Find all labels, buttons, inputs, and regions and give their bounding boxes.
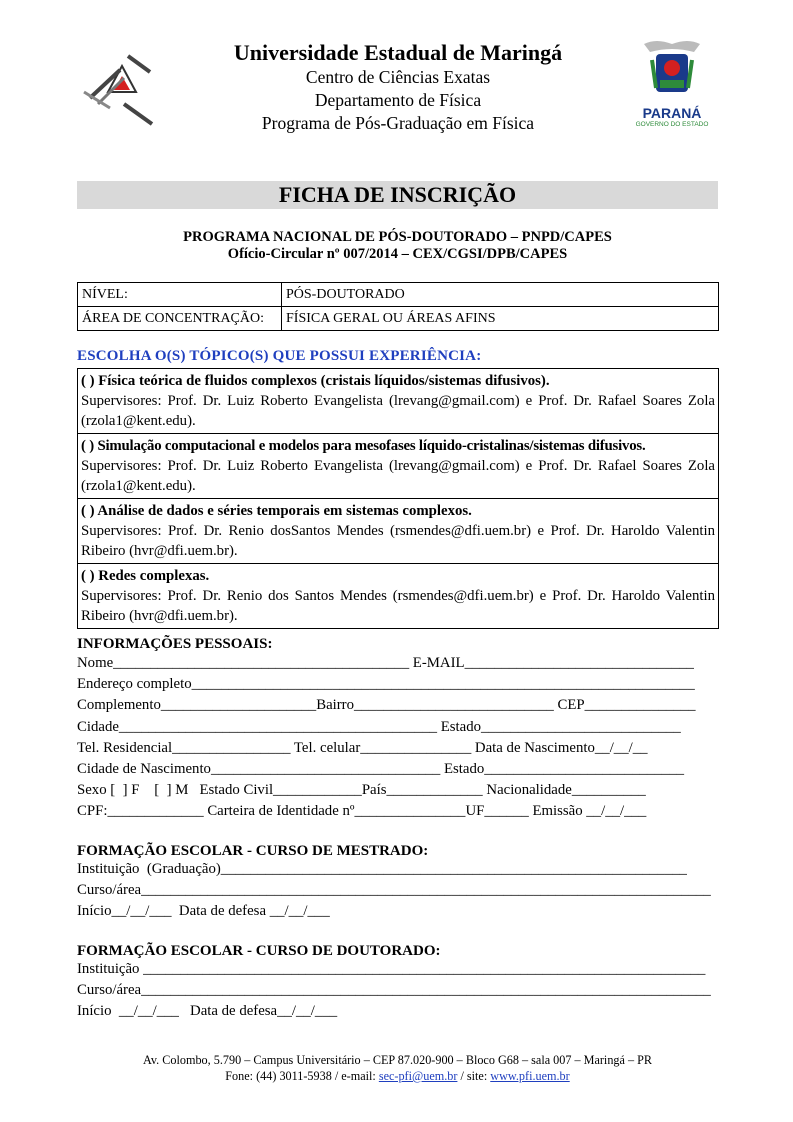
parana-logo-subtext: GOVERNO DO ESTADO — [635, 121, 709, 128]
cpf-id-field[interactable]: CPF:_____________ Carteira de Identidade nº_______________UF______ Emissão __/__/___ — [77, 803, 647, 819]
birthplace-field[interactable]: Cidade de Nascimento_______________________________ Estado___________________________ — [77, 761, 685, 777]
masters-course-field[interactable]: Curso/área_____________________________________________________________________________ — [77, 882, 711, 898]
topic-item — [78, 433, 718, 498]
topics-box — [77, 368, 719, 629]
level-value: PÓS-DOUTORADO — [282, 283, 719, 307]
level-table — [77, 282, 719, 331]
footer-email-link[interactable]: sec-pfi@uem.br — [378, 1069, 458, 1083]
table-row — [78, 307, 719, 331]
sex-civil-status-field[interactable]: Sexo [ ] F [ ] M Estado Civil____________País_____________ Nacionalidade__________ — [77, 782, 646, 798]
topics-heading: ESCOLHA O(S) TÓPICO(S) QUE POSSUI EXPERIÊNCIA: — [77, 348, 482, 364]
topic-supervisors: Supervisores: Prof. Dr. Renio dosSantos Mendes (rsmendes@dfi.uem.br) e Prof. Dr. Haroldo Valentin Ribeiro (hvr@dfi.uem.br). — [81, 523, 715, 559]
area-value: FÍSICA GERAL OU ÁREAS AFINS — [282, 307, 719, 331]
complement-bairro-cep-field[interactable]: Complemento_____________________Bairro___________________________ CEP_______________ — [77, 697, 696, 713]
doctorate-dates-field[interactable]: Início __/__/___ Data de defesa__/__/___ — [77, 1003, 338, 1019]
level-label: NÍVEL: — [78, 283, 282, 307]
area-label: ÁREA DE CONCENTRAÇÃO: — [78, 307, 282, 331]
masters-dates-field[interactable]: Início__/__/___ Data de defesa __/__/___ — [77, 903, 330, 919]
program-name: Programa de Pós-Graduação em Física — [261, 113, 535, 133]
program-line-1: PROGRAMA NACIONAL DE PÓS-DOUTORADO – PNPD/CAPES — [183, 229, 612, 245]
masters-heading: FORMAÇÃO ESCOLAR - CURSO DE MESTRADO: — [77, 843, 429, 859]
table-row — [78, 283, 719, 307]
university-name: Universidade Estadual de Maringá — [233, 40, 563, 65]
topic-checkbox-title[interactable]: ( ) Física teórica de fluidos complexos (cristais líquidos/sistemas difusivos). — [81, 373, 550, 389]
topic-item — [78, 498, 718, 563]
center-name: Centro de Ciências Exatas — [305, 67, 491, 87]
topic-item — [78, 563, 718, 628]
footer-phone: Fone: (44) 3011-5938 / e-mail: — [225, 1069, 379, 1083]
doctorate-course-field[interactable]: Curso/área_____________________________________________________________________________ — [77, 982, 711, 998]
parana-logo — [626, 38, 718, 134]
parana-logo-text: PARANÁ — [642, 105, 702, 121]
topic-checkbox-title[interactable]: ( ) Redes complexas. — [81, 568, 210, 584]
address-field[interactable]: Endereço completo____________________________________________________________________ — [77, 676, 695, 692]
masters-institution-field[interactable]: Instituição (Graduação)_______________________________________________________________ — [77, 861, 687, 877]
topic-checkbox-title[interactable]: ( ) Análise de dados e séries temporais em sistemas complexos. — [81, 503, 472, 519]
topic-checkbox-title[interactable]: ( ) Simulação computacional e modelos para mesofases líquido-cristalinas/sistemas difusivos. — [81, 438, 646, 454]
phone-birthdate-field[interactable]: Tel. Residencial________________ Tel. celular_______________ Data de Nascimento__/__/__ — [77, 740, 648, 756]
topic-supervisors: Supervisores: Prof. Dr. Luiz Roberto Evangelista (lrevang@gmail.com) e Prof. Dr. Rafael Soares Zola (rzola1@kent.edu). — [81, 458, 715, 494]
form-title: FICHA DE INSCRIÇÃO — [77, 181, 718, 209]
name-email-field[interactable]: Nome________________________________________ E-MAIL_______________________________ — [77, 655, 694, 671]
personal-info-heading: INFORMAÇÕES PESSOAIS: — [77, 636, 273, 652]
topic-supervisors: Supervisores: Prof. Dr. Luiz Roberto Evangelista (lrevang@gmail.com) e Prof. Dr. Rafael Soares Zola (rzola1@kent.edu). — [81, 393, 715, 429]
department-name: Departamento de Física — [314, 90, 482, 110]
doctorate-institution-field[interactable]: Instituição ____________________________________________________________________________ — [77, 961, 706, 977]
city-state-field[interactable]: Cidade___________________________________________ Estado___________________________ — [77, 719, 681, 735]
doctorate-heading: FORMAÇÃO ESCOLAR - CURSO DE DOUTORADO: — [77, 943, 441, 959]
topic-supervisors: Supervisores: Prof. Dr. Renio dos Santos Mendes (rsmendes@dfi.uem.br) e Prof. Dr. Haroldo Valentin Ribeiro (hvr@dfi.uem.br). — [81, 588, 715, 624]
footer-contact — [77, 1069, 718, 1084]
footer-site-link[interactable]: www.pfi.uem.br — [490, 1069, 570, 1083]
uem-logo — [80, 48, 160, 128]
program-line-2: Ofício-Circular nº 007/2014 – CEX/CGSI/DPB/CAPES — [227, 246, 568, 262]
topic-item — [78, 369, 718, 433]
footer-site-label: / site: — [457, 1069, 491, 1083]
footer-address: Av. Colombo, 5.790 – Campus Universitário – CEP 87.020-900 – Bloco G68 – sala 007 – Maringá – PR — [142, 1053, 653, 1067]
parana-coat-of-arms-icon — [626, 38, 718, 100]
